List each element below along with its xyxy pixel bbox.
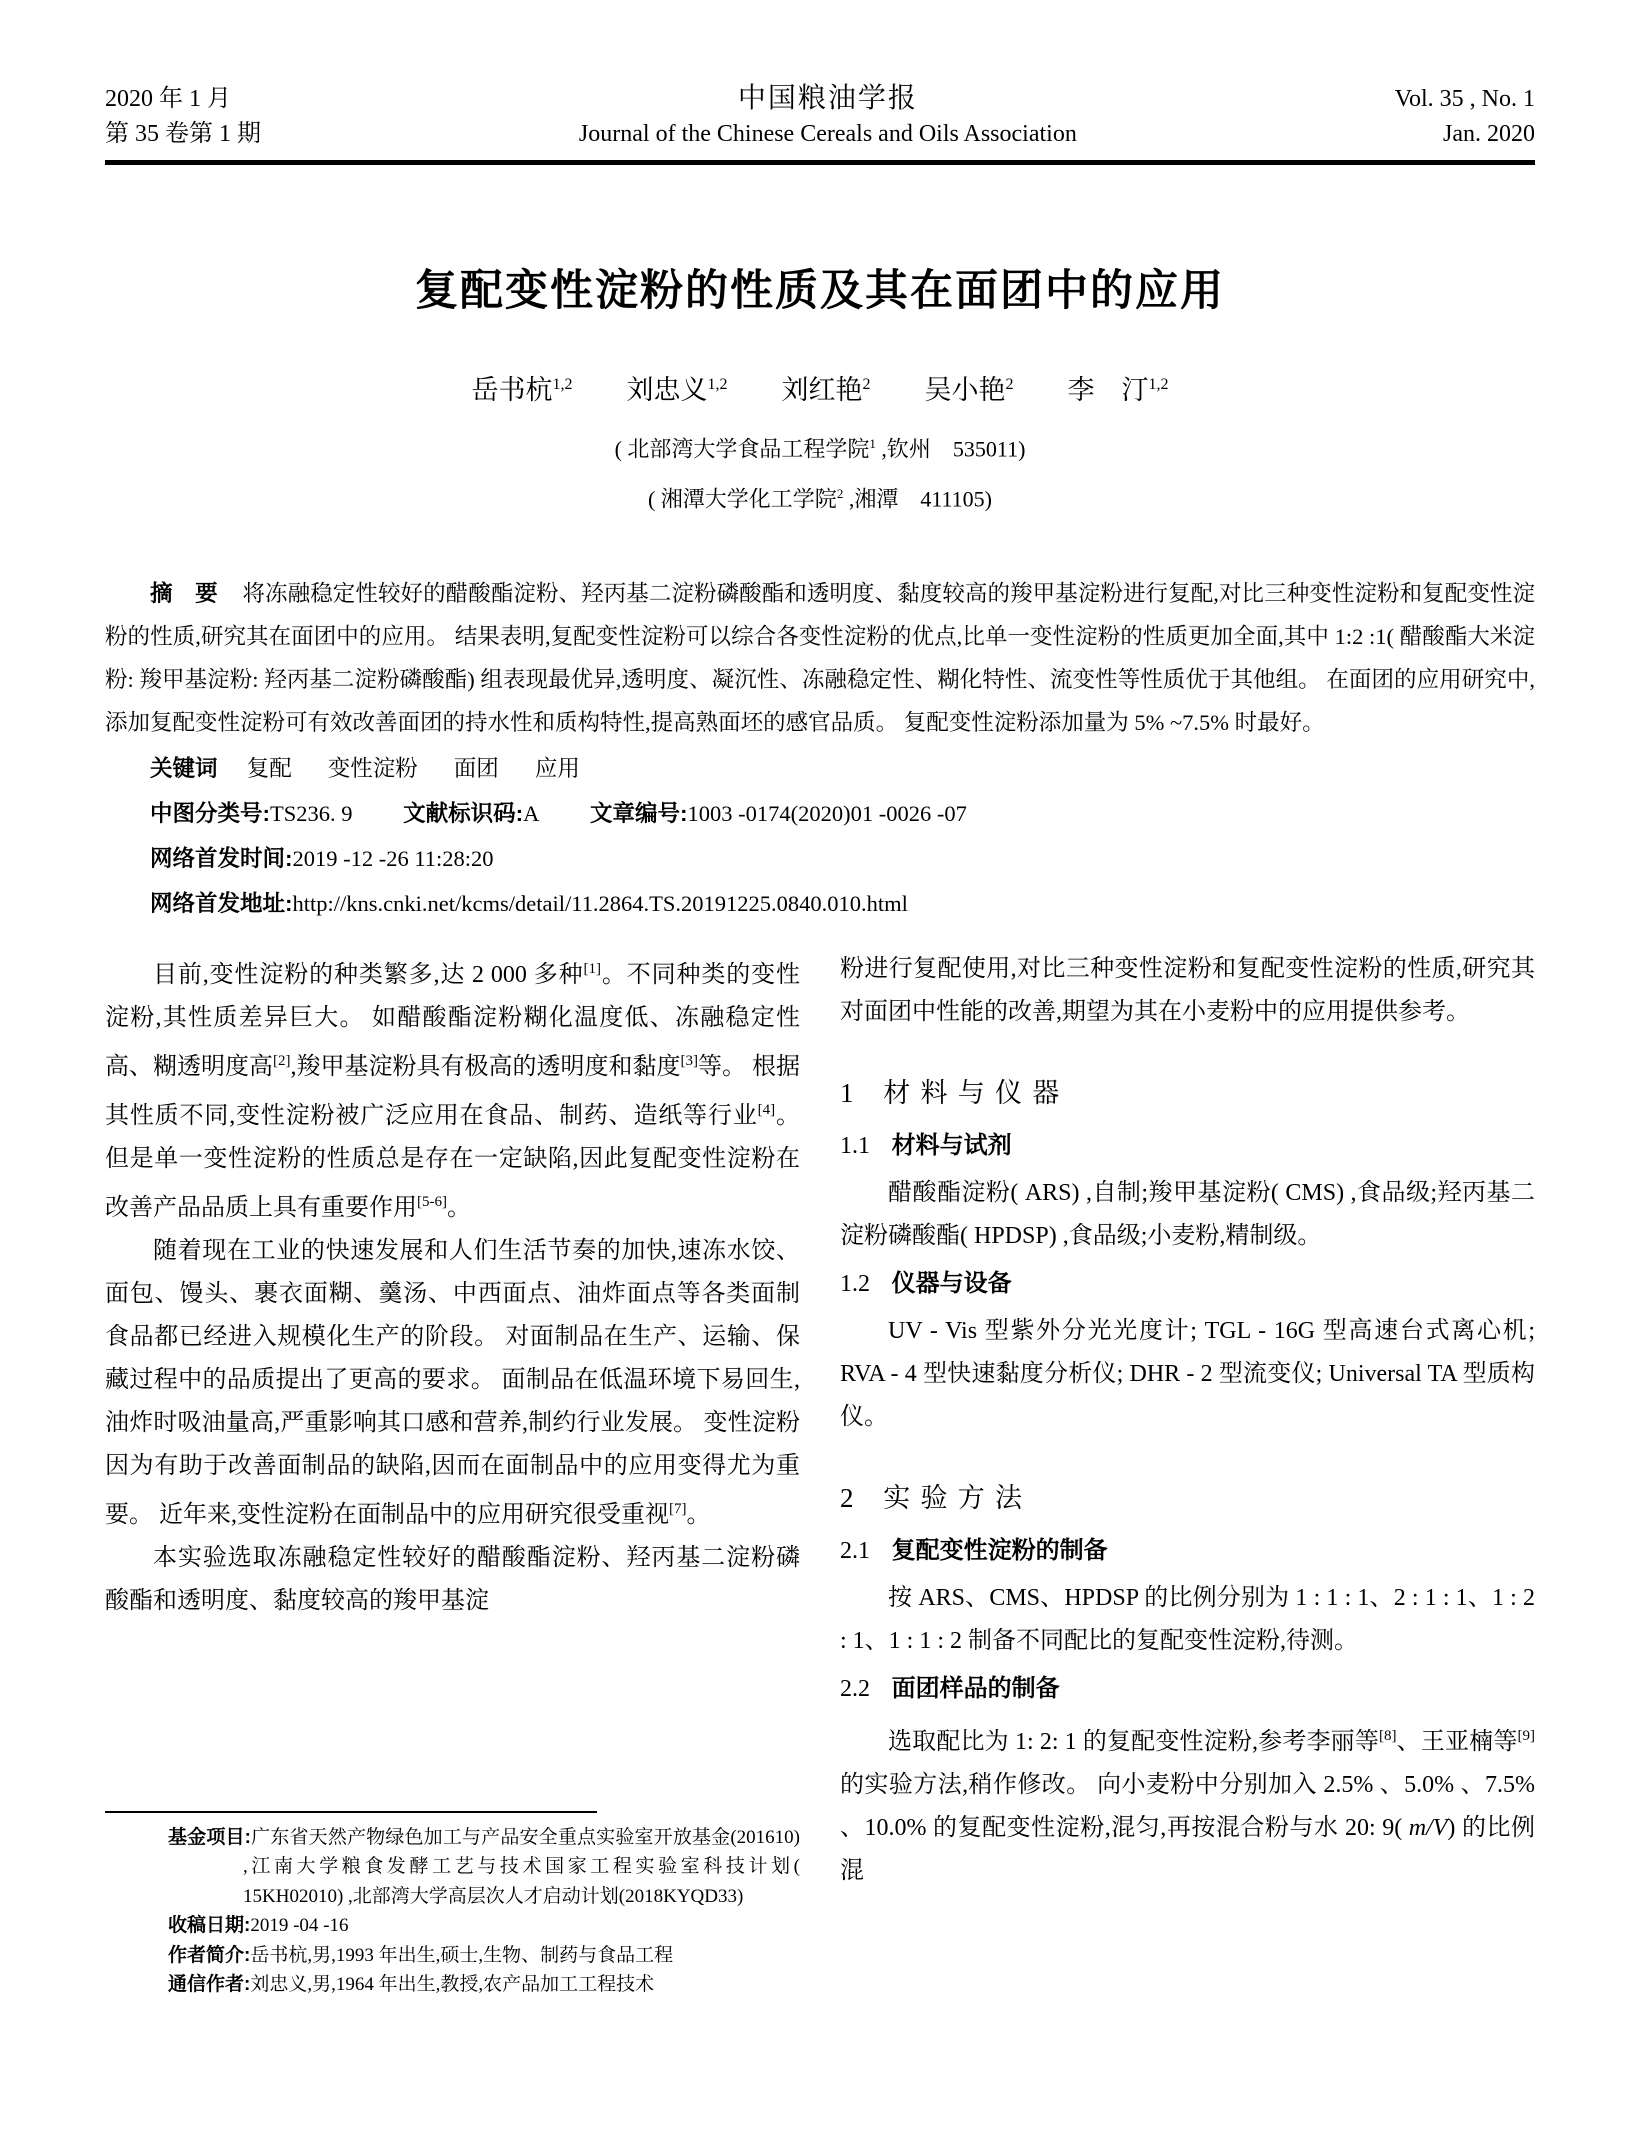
section-2-number: 2 [840,1482,854,1513]
intro-paragraph-3: 本实验选取冻融稳定性较好的醋酸酯淀粉、羟丙基二淀粉磷酸酯和透明度、黏度较高的羧甲基淀 [105,1544,800,1614]
received-date-value: 2019 -04 -16 [250,1915,349,1937]
doc-code-value: A [523,800,540,826]
clc-pair [150,801,353,826]
journal-header [105,80,1535,152]
intro-paragraph-continuation: 粉进行复配使用,对比三种变性淀粉和复配变性淀粉的性质,研究其对面团中性能的改善,期望为其在小麦粉中的应用提供参考。 [840,955,1535,1025]
article-title: 复配变性淀粉的性质及其在面团中的应用 [415,268,1225,315]
section-1-number: 1 [840,1077,854,1108]
section-2-1-paragraph: 按 ARS、CMS、HPDSP 的比例分别为 1 : 1 : 1、2 : 1 : 1、1 : 2 : 1、1 : 1 : 2 制备不同配比的复配变性淀粉,待测。 [840,1584,1535,1654]
funding-note [105,1823,800,1912]
clc-value: TS236. 9 [270,800,353,826]
section-2-2-heading [840,1671,1535,1707]
header-issue-cn: 第 35 卷第 1 期 [105,121,261,147]
classification-line [105,791,1535,836]
corresponding-author-note [105,1970,800,2000]
author-bio-text: 岳书杭,男,1993 年出生,硕士,生物、制药与食品工程 [250,1944,674,1966]
funding-label: 基金项目: [168,1826,251,1848]
section-2-title: 实验方法 [883,1482,1033,1513]
author-name: 刘忠义$^{1,2}$ [626,375,728,405]
online-url-value: http://kns.cnki.net/kcms/detail/11.2864.TS.20191225.0840.010.html [292,890,908,916]
online-time-label: 网络首发时间: [150,845,293,871]
abstract-text: 将冻融稳定性较好的醋酸酯淀粉、羟丙基二淀粉磷酸酯和透明度、黏度较高的羧甲基淀粉进行复配,对比三种变性淀粉和复配变性淀粉的性质,研究其在面团中的应用。 结果表明,复配变性淀粉可以综合各变性淀粉的优点,比单一变性淀粉的性质更加全面,其中 1:2 :1( 醋酸酯大米淀粉: 羧甲基淀粉: 羟丙基二淀粉磷酸酯) 组表现最优异,透明度、凝沉性、冻融稳定性、糊化特性、流变性等性质优于其他组。 在面团的应用研究中,添加复配变性淀粉可有效改善面团的持水性和质构特性,提高熟面坯的感官品质。 复配变性淀粉添加量为 5% ~7.5% 时最好。 [105,580,1535,735]
author-name: 吴小艳$^2$ [924,375,1014,405]
online-url-line [105,881,1535,926]
section-1-2-heading [840,1266,1535,1302]
online-time-value: 2019 -12 -26 11:28:20 [292,845,494,871]
section-1-1-number: 1.1 [840,1132,870,1159]
abstract-label: 摘 要 [150,580,218,606]
journal-name-en: Journal of the Chinese Cereals and Oils Association [578,121,1077,147]
section-2-1-number: 2.1 [840,1537,870,1564]
intro-paragraph-2: 随着现在工业的快速发展和人们生活节奏的加快,速冻水饺、面包、馒头、裹衣面糊、羹汤、中西面点、油炸面点等各类面制食品都已经进入规模化生产的阶段。 对面制品在生产、运输、保藏过程中的品质提出了更高的要求。 面制品在低温环境下易回生,油炸时吸油量高,严重影响其口感和营养,制约行业发展。 变性淀粉因为有助于改善面制品的缺陷,因而在面制品中的应用变得尤为重要。 近年来,变性淀粉在面制品中的应用研究很受重视[7]。 [105,1237,800,1528]
section-1-1-title: 材料与试剂 [891,1131,1012,1159]
article-id-label: 文章编号: [590,800,688,826]
section-1-heading [840,1076,1535,1110]
received-date-note [105,1911,800,1941]
received-date-label: 收稿日期: [168,1915,251,1937]
header-date-en: Jan. 2020 [1443,121,1535,147]
keyword: 复配 [246,755,292,781]
header-center [261,80,1395,152]
authors-line [105,368,1535,407]
keywords-list [247,756,580,781]
corresponding-author-text: 刘忠义,男,1964 年出生,教授,农产品加工工程技术 [250,1974,655,1996]
journal-name-cn: 中国粮油学报 [737,83,918,114]
author-bio-note [105,1941,800,1971]
section-1-1-heading [840,1128,1535,1164]
section-1-2-paragraph: UV - Vis 型紫外分光光度计; TGL - 16G 型高速台式离心机; RVA - 4 型快速黏度分析仪; DHR - 2 型流变仪; Universal TA 型质构仪。 [840,1317,1535,1430]
body-columns [105,948,1535,2000]
right-column [840,948,1535,2000]
section-1-1-paragraph: 醋酸酯淀粉( ARS) ,自制;羧甲基淀粉( CMS) ,食品级;羟丙基二淀粉磷酸酯( HPDSP) ,食品级;小麦粉,精制级。 [840,1179,1535,1249]
keyword: 应用 [534,755,580,781]
author-name: 李 汀$^{1,2}$ [1067,375,1169,405]
clc-label: 中图分类号: [150,800,270,826]
author-bio-label: 作者简介: [168,1944,251,1966]
header-date-cn: 2020 年 1 月 [105,86,231,112]
footnote-divider-rule [105,1811,597,1813]
author-name: 岳书杭$^{1,2}$ [471,375,573,405]
left-column [105,948,800,2000]
keyword: 变性淀粉 [327,755,418,781]
intro-paragraph-1: 目前,变性淀粉的种类繁多,达 2 000 多种[1]。不同种类的变性淀粉,其性质差异巨大。 如醋酸酯淀粉糊化温度低、冻融稳定性高、糊透明度高[2],羧甲基淀粉具有极高的透明度和黏度[3]等。 根据其性质不同,变性淀粉被广泛应用在食品、制药、造纸等行业[4]。 但是单一变性淀粉的性质总是存在一定缺陷,因此复配变性淀粉在改善产品品质上具有重要作用[5-6]。 [105,960,801,1221]
footnote-block [105,1811,800,2000]
header-right [1395,82,1535,152]
affiliation-2: ( 湘潭大学化工学院$^2$ ,湘潭 411105) [647,486,993,512]
header-divider-rule [105,160,1535,165]
affiliation-1: ( 北部湾大学食品工程学院$^1$ ,钦州 535011) [614,436,1026,462]
header-left [105,82,261,152]
section-1-title: 材料与仪器 [883,1077,1070,1108]
article-id-pair [590,801,967,826]
section-2-2-title: 面团样品的制备 [891,1674,1060,1702]
doc-code-pair [403,801,539,826]
article-id-value: 1003 -0174(2020)01 -0026 -07 [687,800,967,826]
corresponding-author-label: 通信作者: [168,1974,251,1996]
section-2-1-heading [840,1533,1535,1569]
abstract [105,572,1535,744]
funding-text: 广东省天然产物绿色加工与产品安全重点实验室开放基金(201610) ,江南大学粮食发酵工艺与技术国家工程实验室科技计划( 15KH02010) ,北部湾大学高层次人才启动计划(2018KYQD33) [243,1826,801,1907]
keywords-line [105,746,1535,791]
author-name: 刘红艳$^2$ [781,375,871,405]
section-1-2-number: 1.2 [840,1270,870,1297]
keyword: 面团 [453,755,499,781]
online-time-line [105,836,1535,881]
section-2-heading [840,1481,1535,1515]
section-2-1-title: 复配变性淀粉的制备 [891,1536,1108,1564]
online-url-label: 网络首发地址: [150,890,293,916]
header-volume-en: Vol. 35 , No. 1 [1394,86,1535,112]
section-2-2-number: 2.2 [840,1675,870,1702]
section-1-2-title: 仪器与设备 [891,1269,1012,1297]
keywords-label: 关键词 [150,755,218,781]
affiliations [105,421,1535,522]
section-2-2-paragraph: 选取配比为 1: 2: 1 的复配变性淀粉,参考李丽等[8]、王亚楠等[9]的实验方法,稍作修改。 向小麦粉中分别加入 2.5% 、5.0% 、7.5% 、10.0% 的复配变性淀粉,混匀,再按混合粉与水 20: 9( m/V) 的比例混 [840,1727,1535,1884]
doc-code-label: 文献标识码: [403,800,524,826]
